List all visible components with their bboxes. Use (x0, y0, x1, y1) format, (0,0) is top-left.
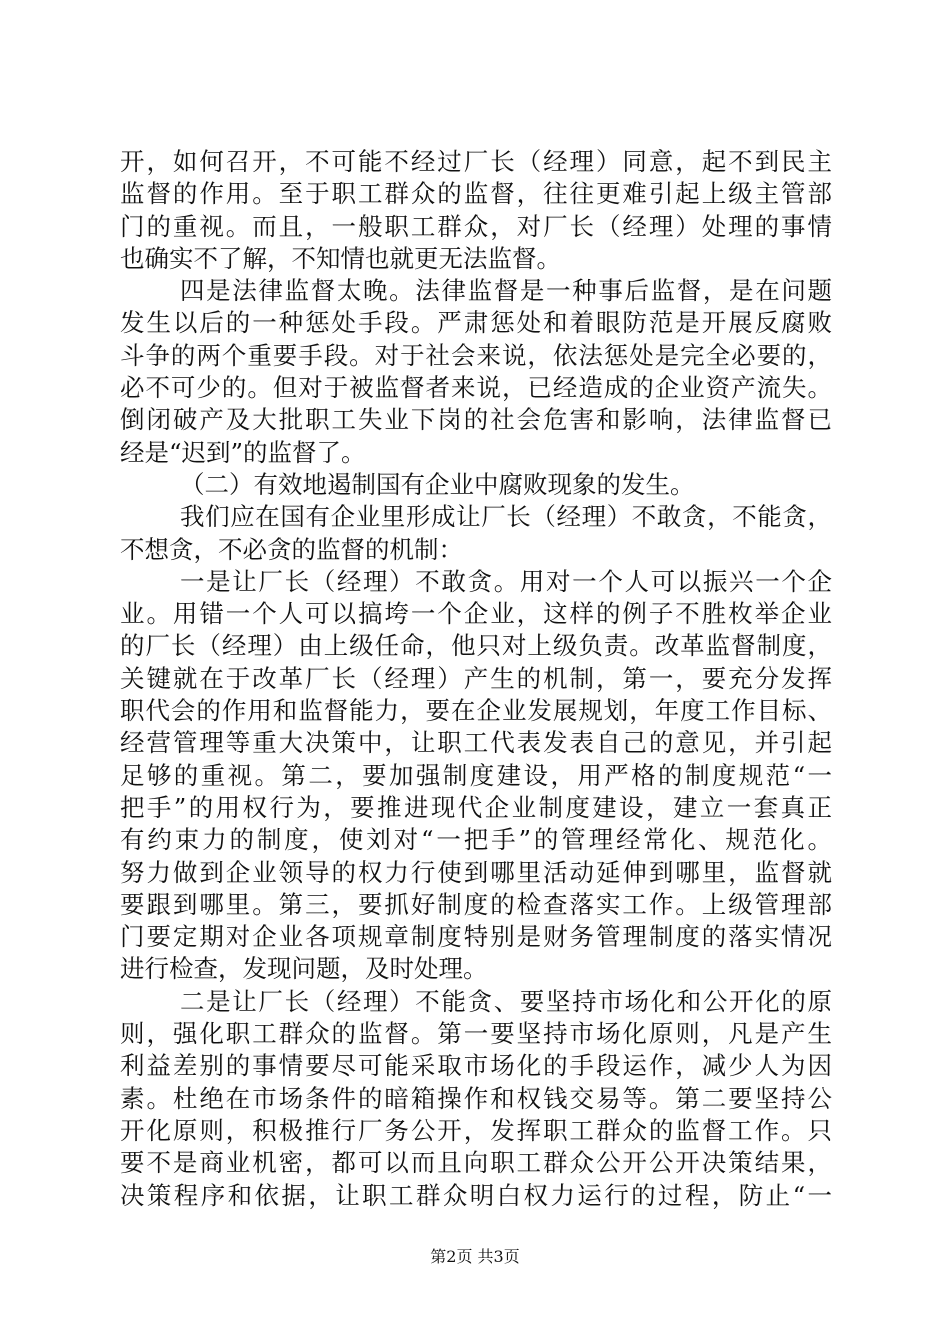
text-line: 要跟到哪里。第三，要抓好制度的检查落实工作。上级管理部 (120, 889, 832, 919)
text-line: 也确实不了解，不知情也就更无法监督。 (120, 243, 561, 273)
text-line: 要不是商业机密，都可以而且向职工群众公开公开决策结果， (120, 1148, 832, 1178)
text-line: 努力做到企业领导的权力行使到哪里活动延伸到哪里，监督就 (120, 857, 832, 887)
text-line: 业。用错一个人可以搞垮一个企业，这样的例子不胜枚举企业 (120, 599, 832, 629)
text-line: 不想贪，不必贪的监督的机制： (120, 534, 463, 564)
text-line: 经营管理等重大决策中，让职工代表发表自己的意见，并引起 (120, 728, 832, 758)
text-line: 我们应在国有企业里形成让厂长（经理）不敢贪，不能贪， (180, 502, 832, 532)
text-line: 必不可少的。但对于被监督者来说，已经造成的企业资产流失。 (120, 373, 832, 403)
document-body (120, 146, 832, 1212)
text-line: 倒闭破产及大批职工失业下岗的社会危害和影响，法律监督已 (120, 405, 832, 435)
text-line: 门要定期对企业各项规章制度特别是财务管理制度的落实情况 (120, 922, 832, 952)
text-line: 决策程序和依据，让职工群众明白权力运行的过程，防止“一 (120, 1180, 832, 1210)
text-line: 一是让厂长（经理）不敢贪。用对一个人可以振兴一个企 (180, 566, 832, 596)
text-line: 开，如何召开，不可能不经过厂长（经理）同意，起不到民主 (120, 147, 832, 176)
text-line: 足够的重视。第二，要加强制度建设，用严格的制度规范“一 (120, 760, 832, 790)
text-line: 经是“迟到”的监督了。 (120, 437, 366, 467)
text-line: 职代会的作用和监督能力，要在企业发展规划，年度工作目标、 (120, 696, 832, 726)
text-line: 则，强化职工群众的监督。第一要坚持市场化原则，凡是产生 (120, 1019, 832, 1049)
text-line: 监督的作用。至于职工群众的监督，往往更难引起上级主管部 (120, 179, 832, 209)
text-line: （二）有效地遏制国有企业中腐败现象的发生。 (180, 469, 695, 499)
text-line: 把手”的用权行为，要推进现代企业制度建设，建立一套真正 (120, 792, 832, 822)
text-line: 斗争的两个重要手段。对于社会来说，依法惩处是完全必要的， (120, 340, 832, 370)
text-line: 进行检查，发现问题，及时处理。 (120, 954, 488, 984)
text-line: 利益差别的事情要尽可能采取市场化的手段运作，减少人为因 (120, 1051, 832, 1081)
text-line: 四是法律监督太晚。法律监督是一种事后监督，是在问题 (180, 276, 832, 306)
text-line: 有约束力的制度，使刘对“一把手”的管理经常化、规范化。 (120, 825, 832, 855)
text-line: 门的重视。而且，一般职工群众，对厂长（经理）处理的事情 (120, 211, 832, 241)
text-line: 素。杜绝在市场条件的暗箱操作和权钱交易等。第二要坚持公 (120, 1083, 832, 1113)
text-line: 二是让厂长（经理）不能贪、要坚持市场化和公开化的原 (180, 986, 832, 1016)
page-footer: 第2页 共3页 (430, 1247, 520, 1266)
text-line: 关键就在于改革厂长（经理）产生的机制，第一，要充分发挥 (120, 663, 832, 693)
text-line: 发生以后的一种惩处手段。严肃惩处和着眼防范是开展反腐败 (120, 308, 832, 338)
text-line: 的厂长（经理）由上级任命，他只对上级负责。改革监督制度， (120, 631, 832, 661)
text-line: 开化原则，积极推行厂务公开，发挥职工群众的监督工作。只 (120, 1115, 832, 1145)
